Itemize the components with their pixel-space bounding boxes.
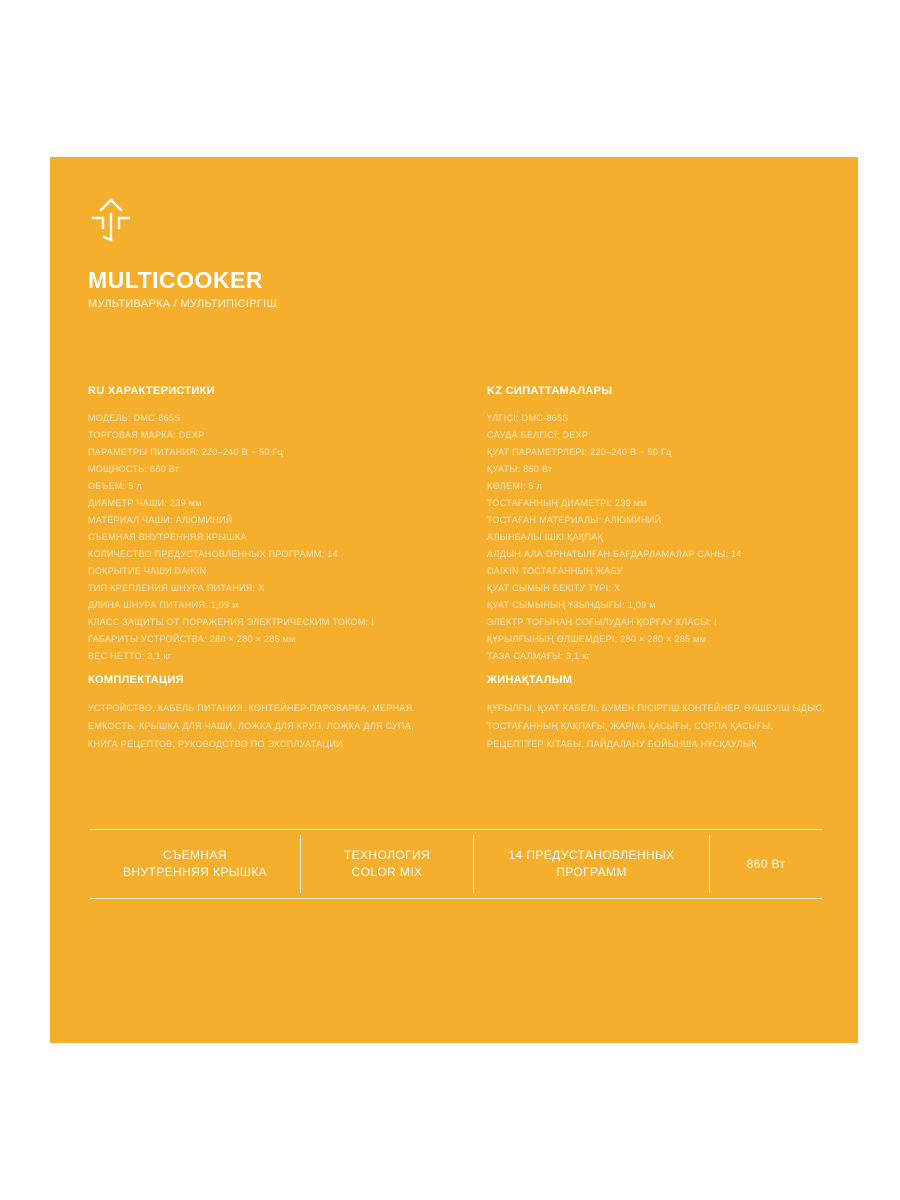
ru-spec-model: МОДЕЛЬ: DMC-865S: [88, 413, 181, 423]
kz-spec-power: ҚУАТЫ: 860 Вт: [487, 464, 553, 474]
feature-programs: 14 ПРЕДУСТАНОВЛЕННЫХ ПРОГРАММ: [474, 835, 710, 893]
kz-spec-protection-class: ЭЛЕКТР ТОҒЫНАН СОҒЫЛУДАН ҚОРҒАУ КЛАСЫ: I: [487, 617, 718, 627]
ru-spec-removable-lid: СЪЕМНАЯ ВНУТРЕННЯЯ КРЫШКА: [88, 532, 247, 542]
ru-spec-bowl-material: МАТЕРИАЛ ЧАШИ: АЛЮМИНИЙ: [88, 515, 233, 525]
ru-spec-coating: ПОКРЫТИЕ ЧАШИ DAIKIN: [88, 566, 207, 576]
ru-specs-heading: RU ХАРАКТЕРИСТИКИ: [88, 385, 215, 397]
ru-kit-text: УСТРОЙСТВО, КАБЕЛЬ ПИТАНИЯ, КОНТЕЙНЕР-ПАРОВАРКА, МЕРНАЯ ЕМКОСТЬ, КРЫШКА ДЛЯ ЧАШИ, ЛОЖКА ДЛЯ КРУП, ЛОЖКА ДЛЯ СУПА, КНИГА РЕЦЕПТОВ, РУКОВОДСТВО ПО ЭКСПЛУАТАЦИИ: [88, 703, 414, 749]
ru-spec-cord-length: ДЛИНА ШНУРА ПИТАНИЯ: 1,09 м: [88, 600, 239, 610]
product-box-panel: [50, 157, 858, 1043]
ru-spec-weight: ВЕС НЕТТО: 3,1 кг: [88, 651, 172, 661]
kz-kit-heading: ЖИНАҚТАЛЫМ: [487, 674, 573, 686]
product-subtitle: МУЛЬТИВАРКА / МУЛЬТИПІСІРГІШ: [88, 298, 277, 310]
kz-specs-column: [487, 382, 847, 753]
kz-spec-brand: САУДА БЕЛГІСІ: DEXP: [487, 430, 589, 440]
ru-spec-volume: ОБЪЕМ: 5 л: [88, 481, 142, 491]
ru-spec-cord-type: ТИП КРЕПЛЕНИЯ ШНУРА ПИТАНИЯ: X: [88, 583, 265, 593]
kz-specs-heading: KZ СИПАТТАМАЛАРЫ: [487, 385, 613, 397]
feature-removable-lid: СЪЕМНАЯ ВНУТРЕННЯЯ КРЫШКА: [90, 835, 301, 893]
ru-spec-protection-class: КЛАСС ЗАЩИТЫ ОТ ПОРАЖЕНИЯ ЭЛЕКТРИЧЕСКИМ ТОКОМ: I: [88, 617, 375, 627]
kz-spec-volume: КӨЛЕМІ: 5 л: [487, 481, 543, 491]
ru-specs-list: [88, 410, 448, 665]
kz-spec-power-params: ҚУАТ ПАРАМЕТРЛЕРІ: 220–240 В ~ 50 Гц: [487, 447, 672, 457]
ru-spec-programs: КОЛИЧЕСТВО ПРЕДУСТАНОВЛЕННЫХ ПРОГРАММ: 14: [88, 549, 338, 559]
kz-spec-coating: DAIKIN ТОСТАҒАННЫҢ ЖАБУ: [487, 566, 623, 576]
ru-kit-heading: КОМПЛЕКТАЦИЯ: [88, 674, 184, 686]
ru-specs-column: [88, 382, 448, 753]
kz-spec-removable-lid: АЛЫНБАЛЫ ІШКІ ҚАҚПАҚ: [487, 532, 604, 542]
product-title: MULTICOOKER: [88, 267, 264, 293]
kz-kit-text: ҚҰРЫЛҒЫ, ҚУАТ КАБЕЛІ, БУМЕН ПІСІРГІШ КОНТЕЙНЕР, ӨЛШЕУІШ ЫДЫС, ТОСТАҒАННЫҢ ҚАҚПАҒЫ, ЖАРМА ҚАСЫҒЫ, СОРПА ҚАСЫҒЫ, РЕЦЕПТТЕР КІТАБЫ, ПАЙДАЛАНУ БОЙЫНША НҰСҚАУЛЫҚ: [487, 703, 826, 749]
kz-spec-cord-type: ҚУАТ СЫМЫН БЕКІТУ ТҮРІ: X: [487, 583, 621, 593]
kz-specs-list: [487, 410, 847, 665]
kz-spec-dimensions: ҚҰРЫЛҒЫНЫҢ ӨЛШЕМДЕРІ: 280 × 280 × 285 мм: [487, 634, 707, 644]
kz-spec-weight: ТАЗА САЛМАҒЫ: 3,1 кг: [487, 651, 591, 661]
ru-spec-bowl-diameter: ДИАМЕТР ЧАШИ: 239 мм: [88, 498, 202, 508]
feature-power: 860 Вт: [746, 856, 786, 871]
ru-spec-power: МОЩНОСТЬ: 860 Вт: [88, 464, 180, 474]
kz-spec-bowl-diameter: ТОСТАҒАННЫҢ ДИАМЕТРІ: 239 мм: [487, 498, 647, 508]
ru-spec-brand: ТОРГОВАЯ МАРКА: DEXP: [88, 430, 205, 440]
kz-spec-programs: АЛДЫН АЛА ОРНАТЫЛҒАН БАҒДАРЛАМАЛАР САНЫ: 14: [487, 549, 742, 559]
feature-color-mix: ТЕХНОЛОГИЯ COLOR MIX: [301, 835, 474, 893]
ru-spec-power-params: ПАРАМЕТРЫ ПИТАНИЯ: 220–240 В ~ 50 Гц: [88, 447, 284, 457]
features-bar: [90, 829, 822, 899]
kz-spec-model: ҮЛГІСІ: DMC-865S: [487, 413, 569, 423]
ru-spec-dimensions: ГАБАРИТЫ УСТРОЙСТВА: 280 × 280 × 285 мм: [88, 634, 296, 644]
dexp-logo-icon: [88, 197, 134, 243]
kz-spec-cord-length: ҚУАТ СЫМЫНЫҢ ҰЗЫНДЫҒЫ: 1,09 м: [487, 600, 656, 610]
kz-spec-bowl-material: ТОСТАҒАН МАТЕРИАЛЫ: АЛЮМИНИЙ: [487, 515, 662, 525]
